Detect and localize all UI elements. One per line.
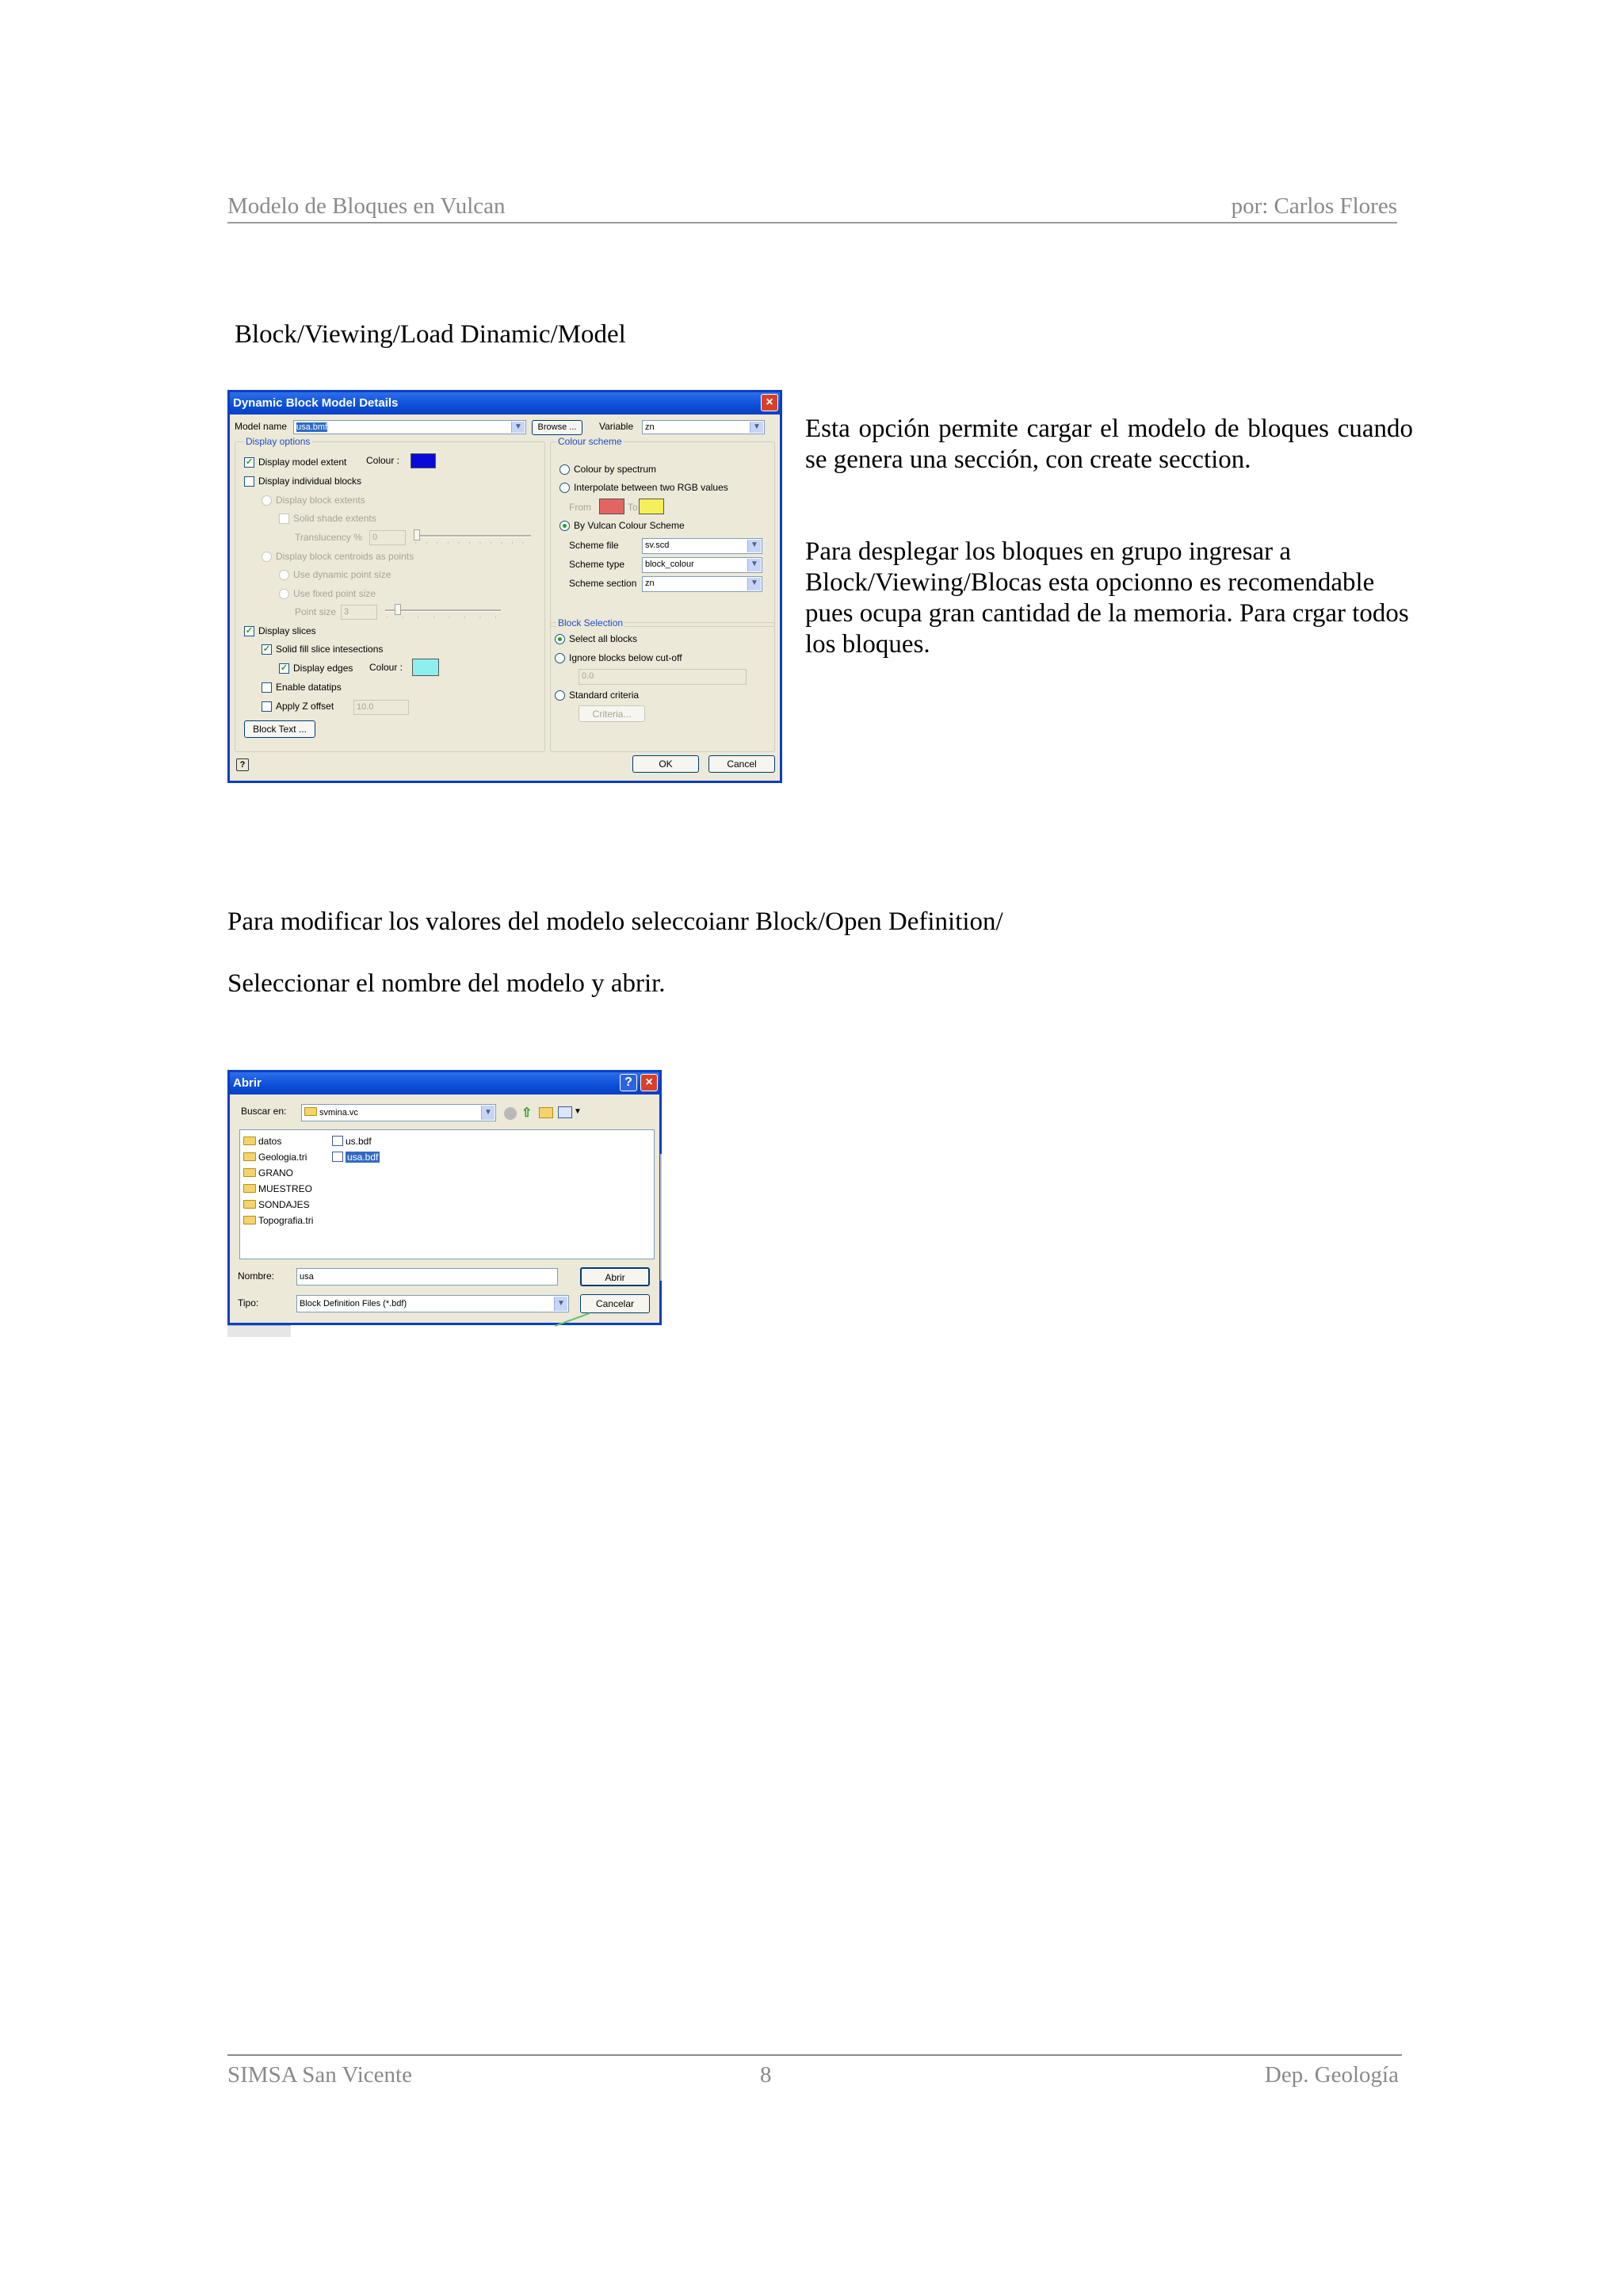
translucency-ticks: ''''''''''' <box>415 541 533 548</box>
chevron-down-icon[interactable]: ▼ <box>747 540 761 552</box>
scheme-section-select[interactable] <box>642 576 762 592</box>
colour-scheme-title: Colour scheme <box>558 436 622 447</box>
standard-criteria-radio[interactable] <box>555 690 565 701</box>
translucency-slider-thumb[interactable] <box>414 529 420 541</box>
file-list[interactable] <box>239 1129 655 1259</box>
footer-left: SIMSA San Vicente <box>227 2062 412 2088</box>
chevron-down-icon[interactable]: ▼ <box>747 559 761 571</box>
view-menu-icon[interactable] <box>558 1106 572 1118</box>
point-size-slider[interactable] <box>385 609 501 612</box>
dialog-titlebar: Abrir <box>230 1072 659 1095</box>
browse-button[interactable]: Browse ... <box>532 420 582 435</box>
use-dynamic-point-size-label: Use dynamic point size <box>293 569 391 580</box>
folder-icon <box>304 1107 317 1116</box>
by-vulcan-scheme-label: By Vulcan Colour Scheme <box>574 520 685 531</box>
model-name-input[interactable] <box>293 420 526 434</box>
page-header <box>227 193 1397 223</box>
header-right: por: Carlos Flores <box>1231 193 1397 219</box>
enable-datatips-label: Enable datatips <box>276 682 342 693</box>
scheme-section-label: Scheme section <box>569 578 637 589</box>
tipo-select[interactable] <box>296 1295 569 1312</box>
display-individual-blocks-label: Display individual blocks <box>258 476 362 487</box>
chevron-down-icon[interactable]: ▼ <box>511 422 525 433</box>
dynamic-block-model-dialog <box>227 390 782 783</box>
list-item[interactable] <box>332 1133 403 1149</box>
display-centroids-radio[interactable] <box>262 552 272 562</box>
apply-z-offset-label: Apply Z offset <box>276 701 334 712</box>
folder-icon <box>243 1152 256 1161</box>
folder-icon <box>243 1168 256 1177</box>
scheme-file-label: Scheme file <box>569 540 619 551</box>
display-centroids-label: Display block centroids as points <box>276 551 414 562</box>
ignore-blocks-label: Ignore blocks below cut-off <box>569 652 682 663</box>
abrir-dialog <box>227 1070 662 1325</box>
paragraph-2: Para desplegar los bloques en grupo ingresar a Block/Viewing/Blocas esta opcionno es recomendable pues ocupa gran cantidad de la memoria. Para crgar todos los bloques. <box>805 537 1409 659</box>
solid-shade-extents-checkbox[interactable] <box>279 514 289 524</box>
folder-icon <box>243 1137 256 1145</box>
model-name-label: Model name <box>235 421 288 432</box>
to-label: To <box>628 502 638 513</box>
edges-colour-label: Colour : <box>369 662 403 673</box>
model-extent-colour-swatch[interactable] <box>411 453 436 468</box>
ok-button[interactable]: OK <box>632 755 699 773</box>
scheme-type-label: Scheme type <box>569 559 625 570</box>
variable-label: Variable <box>599 421 634 432</box>
by-vulcan-scheme-radio[interactable] <box>559 521 570 531</box>
standard-criteria-label: Standard criteria <box>569 690 640 701</box>
paragraph-1: Esta opción permite cargar el modelo de bloques cuando se genera una sección, con create secction. <box>805 415 1413 474</box>
solid-shade-extents-label: Solid shade extents <box>293 513 376 524</box>
chevron-down-icon[interactable]: ▼ <box>574 1107 582 1116</box>
page-footer <box>227 2054 1402 2095</box>
variable-select[interactable] <box>642 420 765 434</box>
colour-by-spectrum-label: Colour by spectrum <box>574 464 657 475</box>
from-colour-swatch[interactable] <box>599 499 624 514</box>
bdf-file-icon <box>332 1152 343 1162</box>
help-icon[interactable]: ? <box>620 1074 637 1091</box>
abrir-button[interactable]: Abrir <box>580 1267 650 1286</box>
to-colour-swatch[interactable] <box>639 499 664 514</box>
list-item[interactable] <box>332 1149 403 1165</box>
apply-z-offset-checkbox[interactable] <box>262 701 272 712</box>
point-size-label: Point size <box>295 606 337 617</box>
file-items <box>332 1133 403 1165</box>
use-dynamic-point-size-radio[interactable] <box>279 570 289 580</box>
folder-name: Geologia.tri <box>258 1152 307 1163</box>
nombre-label: Nombre: <box>238 1270 275 1282</box>
list-item[interactable] <box>243 1213 335 1228</box>
variable-value: zn <box>645 422 655 432</box>
display-block-extents-label: Display block extents <box>276 495 365 506</box>
display-edges-label: Display edges <box>293 663 353 674</box>
folder-name: datos <box>258 1136 282 1147</box>
solid-fill-label: Solid fill slice intesections <box>276 644 384 655</box>
folder-name: MUESTREO <box>258 1183 313 1194</box>
display-block-extents-radio[interactable] <box>262 495 272 506</box>
scheme-file-value: sv.scd <box>645 541 670 550</box>
page-number: 8 <box>760 2062 772 2088</box>
paragraph-4: Seleccionar el nombre del modelo y abrir. <box>227 969 666 998</box>
file-name: us.bdf <box>346 1136 372 1147</box>
chevron-down-icon[interactable]: ▼ <box>481 1106 495 1120</box>
dialog-titlebar: Dynamic Block Model Details <box>230 392 780 415</box>
z-offset-input[interactable]: 10.0 <box>353 700 409 715</box>
buscar-select[interactable] <box>301 1104 496 1121</box>
cutoff-input[interactable]: 0.0 <box>579 669 747 685</box>
buscar-value: svmina.vc <box>319 1108 358 1117</box>
model-name-value: usa.bmf <box>296 422 328 432</box>
file-name-selected: usa.bdf <box>347 1152 379 1163</box>
scheme-file-select[interactable] <box>642 538 762 554</box>
scheme-type-value: block_colour <box>645 560 694 569</box>
nombre-input[interactable]: usa <box>296 1268 558 1286</box>
chevron-down-icon[interactable]: ▼ <box>747 578 761 590</box>
list-item[interactable] <box>243 1133 335 1149</box>
cancelar-button[interactable]: Cancelar <box>580 1294 650 1313</box>
criteria-button[interactable]: Criteria... <box>579 705 645 722</box>
background-window-fragment <box>227 1325 291 1337</box>
display-individual-blocks-checkbox[interactable] <box>244 476 254 487</box>
interpolate-rgb-label: Interpolate between two RGB values <box>574 482 728 493</box>
translucency-slider[interactable] <box>414 535 531 537</box>
close-icon[interactable]: × <box>761 394 778 411</box>
colour-by-spectrum-radio[interactable] <box>559 464 570 475</box>
background-window-edge <box>660 1154 662 1281</box>
use-fixed-point-size-label: Use fixed point size <box>293 588 376 599</box>
block-text-button[interactable]: Block Text ... <box>244 720 315 738</box>
select-all-blocks-radio[interactable] <box>555 634 565 644</box>
back-icon[interactable] <box>504 1107 517 1120</box>
display-options-title: Display options <box>246 436 311 447</box>
folder-name: SONDAJES <box>258 1199 310 1210</box>
folder-list <box>243 1133 335 1228</box>
scheme-section-value: zn <box>645 579 655 588</box>
close-icon[interactable]: × <box>640 1074 658 1091</box>
point-size-input[interactable]: 3 <box>341 605 377 620</box>
point-size-ticks: '''''''' <box>387 616 511 623</box>
paragraph-3: Para modificar los valores del modelo seleccoianr Block/Open Definition/ <box>227 907 1003 936</box>
list-item[interactable] <box>243 1165 335 1181</box>
folder-icon <box>243 1184 256 1193</box>
display-model-extent-checkbox[interactable]: ✓ <box>245 457 254 467</box>
block-selection-title: Block Selection <box>558 617 624 628</box>
folder-name: Topografia.tri <box>258 1215 314 1226</box>
display-slices-checkbox[interactable]: ✓ <box>245 626 254 636</box>
display-model-extent-label: Display model extent <box>258 457 347 468</box>
ignore-blocks-radio[interactable] <box>555 653 565 663</box>
solid-fill-checkbox[interactable]: ✓ <box>262 644 271 654</box>
from-label: From <box>569 502 591 513</box>
tipo-value: Block Definition Files (*.bdf) <box>300 1299 407 1308</box>
colour-label: Colour : <box>366 455 400 466</box>
folder-icon <box>243 1216 256 1224</box>
point-size-slider-thumb[interactable] <box>395 604 401 615</box>
cancel-button[interactable]: Cancel <box>708 755 775 773</box>
footer-right: Dep. Geología <box>1264 2062 1399 2088</box>
interpolate-rgb-radio[interactable] <box>559 483 570 493</box>
use-fixed-point-size-radio[interactable] <box>279 589 289 599</box>
chevron-down-icon[interactable]: ▼ <box>750 422 763 433</box>
list-item[interactable] <box>243 1149 335 1165</box>
edges-colour-swatch[interactable] <box>412 659 439 676</box>
tipo-label: Tipo: <box>238 1297 259 1308</box>
bdf-file-icon <box>332 1136 343 1146</box>
list-item[interactable] <box>243 1181 335 1197</box>
folder-icon <box>243 1200 256 1209</box>
translucency-label: Translucency % <box>295 532 362 543</box>
up-folder-icon[interactable]: ⇧ <box>521 1106 533 1120</box>
folder-name: GRANO <box>258 1167 294 1179</box>
display-slices-label: Display slices <box>258 625 316 636</box>
chevron-down-icon[interactable]: ▼ <box>554 1297 567 1311</box>
display-edges-checkbox[interactable]: ✓ <box>280 663 288 673</box>
buscar-label: Buscar en: <box>241 1106 287 1117</box>
section-title: Block/Viewing/Load Dinamic/Model <box>235 320 626 349</box>
translucency-input[interactable]: 0 <box>369 530 406 545</box>
select-all-blocks-label: Select all blocks <box>569 633 638 644</box>
enable-datatips-checkbox[interactable] <box>262 682 272 693</box>
new-folder-icon[interactable] <box>539 1107 553 1118</box>
header-left: Modelo de Bloques en Vulcan <box>227 193 506 219</box>
scheme-type-select[interactable] <box>642 557 762 573</box>
help-icon[interactable]: ? <box>236 758 249 771</box>
list-item[interactable] <box>243 1197 335 1213</box>
